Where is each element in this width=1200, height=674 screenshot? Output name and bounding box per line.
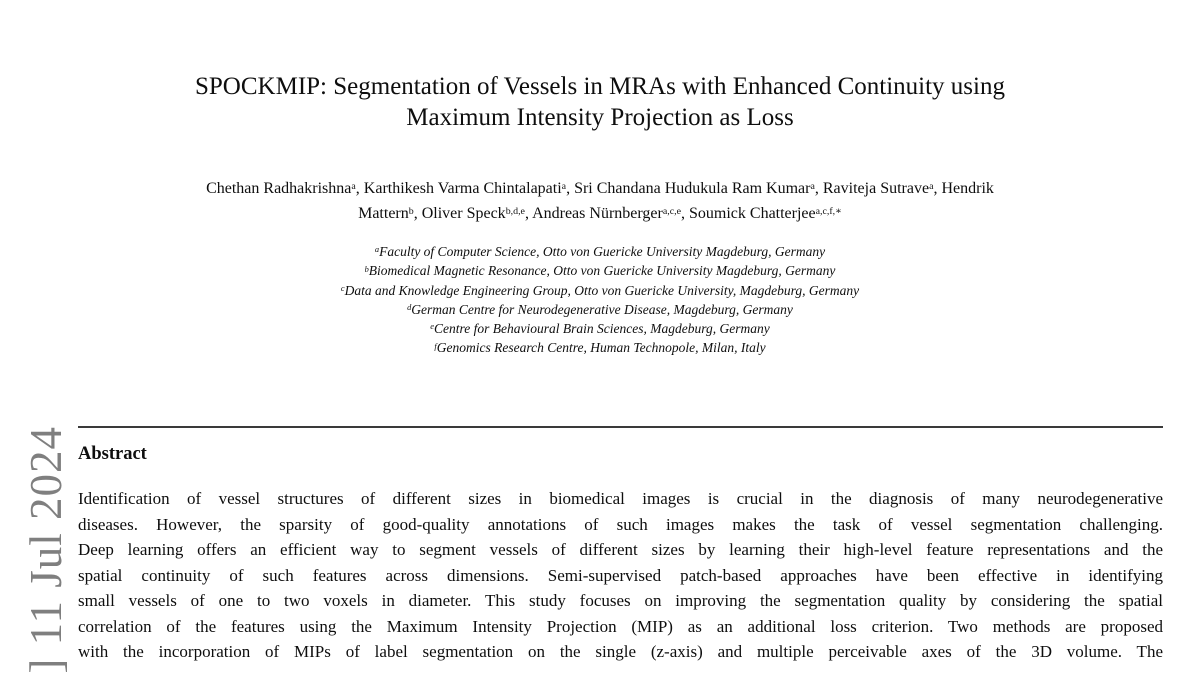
affiliation-line: $^d$German Centre for Neurodegenerative Disease, Magdeburg, Germany — [407, 301, 793, 317]
author-name: , Raviteja Sutrave — [814, 180, 930, 197]
author-line — [90, 176, 1110, 201]
author-name: , Soumick Chatterjee — [681, 205, 816, 222]
affiliation-line: $^e$Centre for Behavioural Brain Sciences, Magdeburg, Germany — [430, 321, 770, 337]
arxiv-stamp: ] 11 Jul 2024 — [21, 426, 71, 674]
author-name: , Sri Chandana Hudukula Ram Kumar — [566, 180, 811, 197]
affiliation-superscript: a — [374, 245, 380, 255]
author-name: Mattern — [358, 205, 409, 222]
author-superscript: a,c,e — [662, 205, 681, 217]
abstract-line: diseases. However, the sparsity of good-quality annotations of such images makes the task of vessel segmentation challenging. — [78, 514, 1163, 534]
abstract-heading: Abstract — [78, 444, 147, 464]
abstract-line: Identification of vessel structures of different sizes in biomedical images is crucial in the diagnosis of many neurodegenerative — [78, 489, 1163, 508]
affiliation-line: $^b$Biomedical Magnetic Resonance, Otto von Guericke University Magdeburg, Germany — [364, 263, 836, 279]
affiliation-line: $^c$Data and Knowledge Engineering Group, Otto von Guericke University, Magdeburg, Germany — [340, 282, 860, 298]
affiliation-superscript: f — [434, 341, 437, 351]
abstract-line: Deep learning offers an efficient way to segment vessels of different sizes by learning their high-level feature representations and the — [78, 540, 1163, 559]
author-superscript: b,d,e — [505, 205, 525, 217]
affiliation-superscript: d — [407, 303, 412, 313]
author-name: , Oliver Speck — [413, 205, 506, 222]
affiliation-superscript: e — [430, 322, 435, 332]
author-superscript: a — [351, 180, 356, 192]
author-superscript: b — [408, 205, 414, 217]
affiliation-line: $^a$Faculty of Computer Science, Otto von Guericke University Magdeburg, Germany — [374, 244, 826, 259]
affiliation-line: $^f$Genomics Research Centre, Human Technopole, Milan, Italy — [434, 340, 766, 356]
affiliation-list — [0, 242, 1200, 358]
affiliation-superscript: c — [340, 283, 345, 293]
author-name: , Hendrik — [933, 180, 994, 197]
author-list — [90, 176, 1110, 226]
abstract-body — [78, 486, 1163, 665]
abstract-line: small vessels of one to two voxels in diameter. This study focuses on improving the segmentation quality by considering the spatial — [78, 591, 1163, 610]
author-name: Chethan Radhakrishna — [206, 180, 352, 197]
author-superscript: a — [561, 180, 567, 192]
author-superscript: a,c,f,∗ — [815, 205, 842, 217]
title-line: SPOCKMIP: Segmentation of Vessels in MRAs with Enhanced Continuity using — [195, 73, 1005, 100]
affiliation-superscript: b — [364, 264, 369, 274]
author-name: , Andreas Nürnberger — [524, 205, 663, 222]
title-line: Maximum Intensity Projection as Loss — [406, 104, 794, 131]
abstract-line: spatial continuity of such features across dimensions. Semi-supervised patch-based approaches have been effective in identifying — [78, 565, 1163, 585]
author-line — [90, 201, 1110, 226]
abstract-rule — [78, 426, 1163, 428]
author-superscript: a — [929, 180, 934, 192]
paper-title — [0, 71, 1200, 133]
abstract-line: with the incorporation of MIPs of label segmentation on the single (z-axis) and multiple perceivable axes of the 3D volume. The — [78, 642, 1163, 661]
author-superscript: a — [810, 180, 815, 192]
abstract-line: correlation of the features using the Maximum Intensity Projection (MIP) as an additional loss criterion. Two methods are proposed — [78, 616, 1163, 636]
author-name: , Karthikesh Varma Chintalapati — [355, 180, 562, 197]
